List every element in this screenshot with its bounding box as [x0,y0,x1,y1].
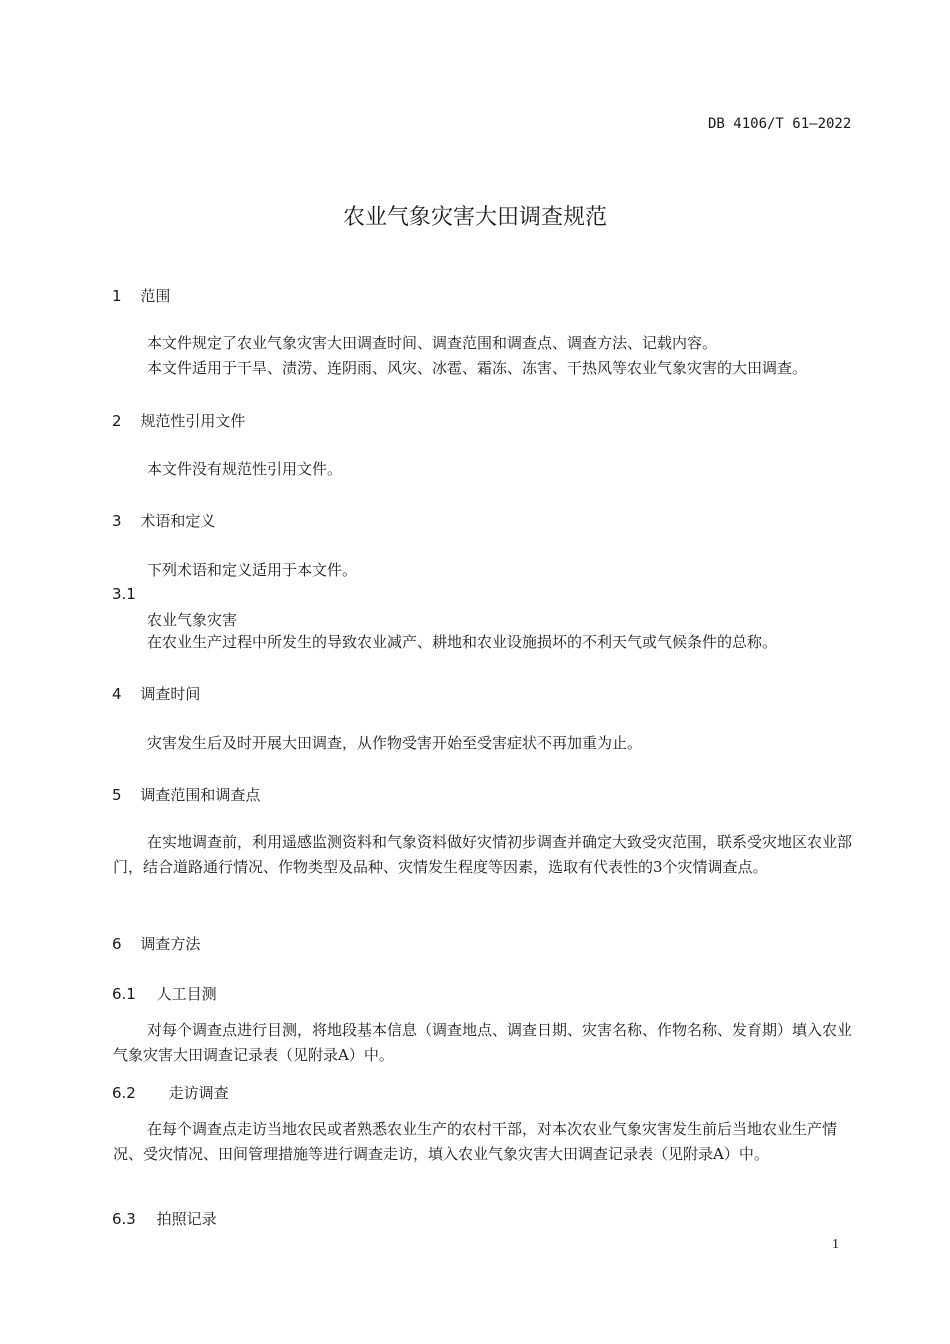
document-code: DB 4106/T 61—2022 [708,116,852,132]
section-number: 4 [112,685,122,703]
paragraph: 灾害发生后及时开展大田调查，从作物受害开始至受害症状不再加重为止。 [147,734,643,752]
paragraph: 对每个调查点进行目测，将地段基本信息（调查地点、调查日期、灾害名称、作物名称、发育期）填入农业气象灾害大田调查记录表（见附录A）中。 [113,1021,853,1064]
section-3-heading [112,510,215,531]
term-name: 农业气象灾害 [147,611,238,629]
section-number: 1 [112,287,122,305]
section-title: 术语和定义 [140,512,216,530]
section-number: 5 [112,786,122,804]
subsection-6-1-heading [112,983,217,1004]
paragraph: 本文件没有规范性引用文件。 [147,460,343,478]
term-definition: 在农业生产过程中所发生的导致农业减产、耕地和农业设施损坏的不利天气或气候条件的总称。 [147,633,778,651]
section-number: 2 [112,412,122,430]
subsection-6-2-heading [112,1082,229,1103]
subsection-6-3-heading [112,1208,217,1229]
section-5-heading [112,784,260,805]
section-title: 调查时间 [140,685,201,703]
section-title: 范围 [140,287,171,305]
term-number: 3.1 [112,585,136,603]
section-number: 3 [112,512,122,530]
section-1-heading [112,285,170,306]
subsection-number: 6.3 [112,1210,136,1228]
paragraph: 在每个调查点走访当地农民或者熟悉农业生产的农村干部，对本次农业气象灾害发生前后当地农业生产情况、受灾情况、田间管理措施等进行调查走访，填入农业气象灾害大田调查记录表（见附录A）中。 [113,1120,838,1163]
paragraph: 本文件适用于干旱、渍涝、连阴雨、风灾、冰雹、霜冻、冻害、干热风等农业气象灾害的大田调查。 [147,359,808,377]
section-2-heading [112,410,245,431]
section-title: 调查范围和调查点 [140,786,261,804]
paragraph: 本文件规定了农业气象灾害大田调查时间、调查范围和调查点、调查方法、记载内容。 [147,334,718,352]
page-number: 1 [832,1237,839,1252]
subsection-title: 拍照记录 [156,1210,217,1228]
page-title: 农业气象灾害大田调查规范 [342,205,607,230]
subsection-title: 走访调查 [168,1084,229,1102]
section-title: 规范性引用文件 [140,412,246,430]
section-title: 调查方法 [140,935,201,953]
section-4-heading [112,683,200,704]
paragraph: 在实地调查前，利用遥感监测资料和气象资料做好灾情初步调查并确定大致受灾范围，联系受灾地区农业部门，结合道路通行情况、作物类型及品种、灾情发生程度等因素，选取有代表性的3个灾情调查点。 [113,833,853,876]
section-number: 6 [112,935,122,953]
subsection-number: 6.2 [112,1084,136,1102]
subsection-number: 6.1 [112,985,136,1003]
paragraph: 下列术语和定义适用于本文件。 [147,561,358,579]
section-6-heading [112,933,200,954]
subsection-title: 人工目测 [156,985,217,1003]
